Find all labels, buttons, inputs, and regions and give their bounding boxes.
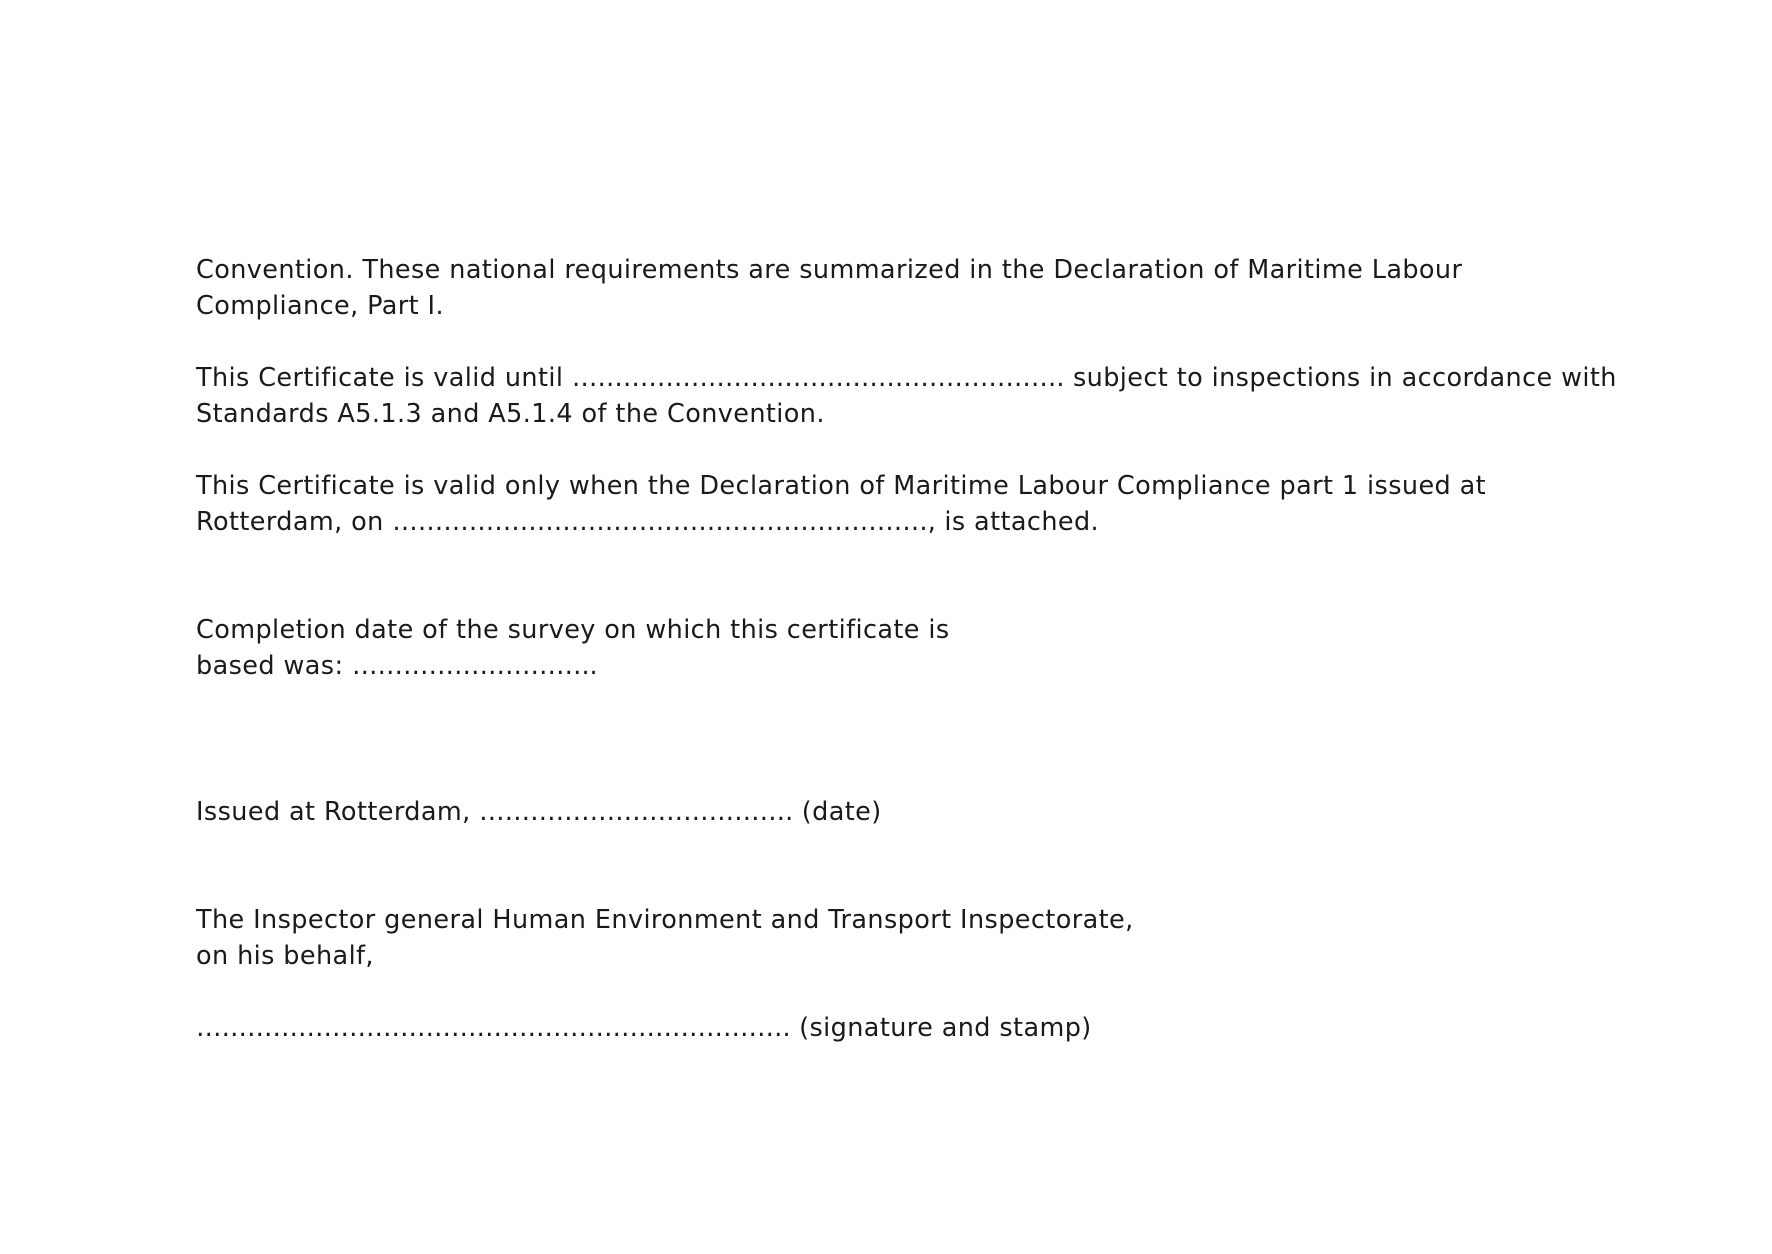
attachment-paragraph: [196, 468, 1586, 540]
inspector-paragraph: [196, 902, 1586, 974]
inspector-line-2: on his behalf,: [196, 941, 374, 971]
validity-line-1: [196, 360, 1617, 396]
survey-prefix: based was:: [196, 651, 344, 681]
attachment-prefix: Rotterdam, on: [196, 507, 384, 537]
attachment-suffix: is attached.: [944, 507, 1100, 537]
issued-line: [196, 794, 1586, 830]
signature-paragraph: [196, 1010, 1586, 1046]
validity-prefix: This Certificate is valid until: [196, 363, 564, 393]
inspector-line-1: The Inspector general Human Environment and Transport Inspectorate,: [196, 905, 1134, 935]
attachment-line-1: This Certificate is valid only when the Declaration of Maritime Labour Compliance part 1 issued at: [196, 471, 1487, 501]
issued-suffix: (date): [801, 797, 882, 827]
survey-paragraph: [196, 612, 1586, 684]
signature-suffix: (signature and stamp): [799, 1013, 1092, 1043]
valid-until-fill-line: ………………………………………………….: [571, 363, 1065, 393]
issued-prefix: Issued at Rotterdam,: [196, 797, 471, 827]
attachment-line-2: [196, 504, 1586, 540]
survey-date-fill-line: ………………………..: [351, 651, 598, 681]
validity-line-2: Standards A5.1.3 and A5.1.4 of the Convention.: [196, 399, 825, 429]
issued-on-fill-line: ………………………………………………………,: [392, 507, 936, 537]
issued-paragraph: [196, 794, 1586, 830]
signature-line: [196, 1010, 1586, 1046]
validity-suffix: subject to inspections in accordance with: [1072, 363, 1617, 393]
validity-paragraph: [196, 360, 1617, 432]
intro-paragraph: [196, 252, 1586, 324]
intro-line-2: Compliance, Part I.: [196, 291, 444, 321]
signature-fill-line: …………………………………………………………….: [196, 1013, 791, 1043]
intro-line-1: Convention. These national requirements are summarized in the Declaration of Maritime Labour: [196, 255, 1463, 285]
issued-date-fill-line: ……………………………….: [479, 797, 794, 827]
survey-line-1: Completion date of the survey on which this certificate is: [196, 615, 950, 645]
survey-line-2: [196, 648, 1586, 684]
